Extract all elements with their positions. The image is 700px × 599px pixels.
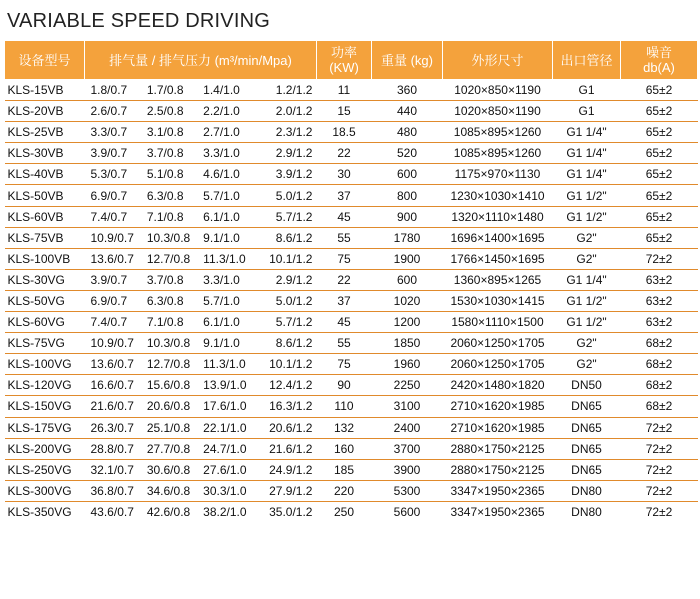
cell-model: KLS-250VG (5, 459, 85, 480)
cell-noise: 72±2 (621, 459, 698, 480)
cell-flow-08: 10.3/0.8 (146, 336, 191, 351)
cell-flow-10: 5.7/1.0 (203, 188, 240, 203)
cell-flow-08: 20.6/0.8 (146, 399, 191, 414)
table-row (5, 248, 698, 269)
cell-weight: 1900 (372, 248, 443, 269)
cell-flow-10: 11.3/1.0 (203, 357, 246, 372)
cell-dimensions: 2880×1750×2125 (443, 459, 553, 480)
cell-flow-12: 35.0/1.2 (269, 504, 313, 519)
cell-flow-08: 27.7/0.8 (146, 441, 191, 456)
cell-model: KLS-20VB (5, 101, 85, 122)
cell-weight: 3900 (372, 459, 443, 480)
cell-power: 22 (317, 143, 372, 164)
cell-model: KLS-75VG (5, 333, 85, 354)
cell-flow (85, 438, 317, 459)
cell-flow-08: 7.1/0.8 (146, 209, 184, 224)
cell-power: 15 (317, 101, 372, 122)
cell-dimensions: 2420×1480×1820 (443, 375, 553, 396)
cell-noise: 68±2 (621, 396, 698, 417)
cell-flow-10: 2.2/1.0 (203, 104, 240, 119)
cell-noise: 63±2 (621, 290, 698, 311)
cell-outlet: G2" (553, 227, 621, 248)
cell-flow (85, 164, 317, 185)
cell-flow-10: 17.6/1.0 (203, 399, 247, 414)
cell-flow-08: 30.6/0.8 (146, 462, 191, 477)
header-model: 设备型号 (5, 41, 85, 80)
cell-model: KLS-100VB (5, 248, 85, 269)
cell-flow-12: 2.3/1.2 (275, 125, 313, 140)
cell-flow-12: 21.6/1.2 (269, 441, 313, 456)
cell-flow-08: 15.6/0.8 (146, 378, 191, 393)
cell-noise: 72±2 (621, 438, 698, 459)
cell-dimensions: 3347×1950×2365 (443, 501, 553, 522)
cell-dimensions: 1766×1450×1695 (443, 248, 553, 269)
cell-noise: 68±2 (621, 354, 698, 375)
table-row (5, 290, 698, 311)
cell-flow (85, 269, 317, 290)
cell-power: 30 (317, 164, 372, 185)
cell-dimensions: 1085×895×1260 (443, 122, 553, 143)
cell-flow-12: 3.9/1.2 (275, 167, 313, 182)
cell-flow (85, 185, 317, 206)
cell-flow-07: 5.3/0.7 (90, 167, 128, 182)
cell-outlet: DN65 (553, 459, 621, 480)
cell-dimensions: 1230×1030×1410 (443, 185, 553, 206)
cell-weight: 440 (372, 101, 443, 122)
cell-flow-10: 6.1/1.0 (203, 209, 240, 224)
cell-flow (85, 227, 317, 248)
cell-noise: 63±2 (621, 269, 698, 290)
table-row (5, 312, 698, 333)
cell-flow (85, 501, 317, 522)
cell-outlet: G2" (553, 333, 621, 354)
cell-noise: 65±2 (621, 227, 698, 248)
cell-weight: 600 (372, 269, 443, 290)
cell-model: KLS-75VB (5, 227, 85, 248)
cell-weight: 1200 (372, 312, 443, 333)
cell-power: 45 (317, 312, 372, 333)
cell-flow-07: 3.9/0.7 (90, 272, 128, 287)
cell-flow (85, 354, 317, 375)
cell-flow-07: 6.9/0.7 (90, 188, 128, 203)
cell-flow-12: 10.1/1.2 (269, 251, 313, 266)
cell-flow-08: 10.3/0.8 (146, 230, 191, 245)
cell-noise: 72±2 (621, 248, 698, 269)
cell-outlet: DN65 (553, 396, 621, 417)
cell-weight: 520 (372, 143, 443, 164)
cell-outlet: DN80 (553, 480, 621, 501)
cell-noise: 65±2 (621, 80, 698, 101)
cell-model: KLS-100VG (5, 354, 85, 375)
cell-outlet: G1 (553, 101, 621, 122)
cell-flow (85, 312, 317, 333)
cell-outlet: G2" (553, 354, 621, 375)
table-row (5, 164, 698, 185)
cell-model: KLS-60VG (5, 312, 85, 333)
cell-weight: 800 (372, 185, 443, 206)
cell-dimensions: 1696×1400×1695 (443, 227, 553, 248)
cell-flow-08: 12.7/0.8 (146, 357, 191, 372)
cell-flow-12: 2.0/1.2 (275, 104, 313, 119)
cell-dimensions: 2880×1750×2125 (443, 438, 553, 459)
cell-flow-08: 6.3/0.8 (146, 188, 184, 203)
cell-flow-07: 28.8/0.7 (90, 441, 134, 456)
table-row (5, 80, 698, 101)
cell-noise: 65±2 (621, 122, 698, 143)
header-dimensions: 外形尺寸 (443, 41, 553, 80)
table-row (5, 417, 698, 438)
cell-dimensions: 2060×1250×1705 (443, 354, 553, 375)
cell-power: 110 (317, 396, 372, 417)
cell-flow-12: 5.0/1.2 (275, 188, 313, 203)
cell-flow-12: 5.7/1.2 (275, 315, 313, 330)
cell-flow-12: 5.7/1.2 (275, 209, 313, 224)
cell-flow-12: 8.6/1.2 (275, 230, 313, 245)
cell-weight: 1020 (372, 290, 443, 311)
cell-flow-08: 42.6/0.8 (146, 504, 191, 519)
cell-outlet: DN65 (553, 438, 621, 459)
cell-model: KLS-30VB (5, 143, 85, 164)
cell-flow (85, 122, 317, 143)
cell-outlet: G1 1/4" (553, 143, 621, 164)
cell-flow-08: 3.7/0.8 (146, 272, 184, 287)
cell-dimensions: 1320×1110×1480 (443, 206, 553, 227)
table-body (5, 80, 698, 522)
cell-flow-10: 5.7/1.0 (203, 293, 240, 308)
cell-power: 55 (317, 333, 372, 354)
cell-noise: 72±2 (621, 480, 698, 501)
cell-weight: 480 (372, 122, 443, 143)
cell-noise: 65±2 (621, 185, 698, 206)
cell-power: 37 (317, 185, 372, 206)
table-row (5, 459, 698, 480)
header-flow: 排气量 / 排气压力 (m³/min/Mpa) (85, 41, 317, 80)
cell-power: 132 (317, 417, 372, 438)
cell-flow-07: 43.6/0.7 (90, 504, 134, 519)
cell-model: KLS-350VG (5, 501, 85, 522)
cell-model: KLS-120VG (5, 375, 85, 396)
cell-model: KLS-300VG (5, 480, 85, 501)
cell-power: 250 (317, 501, 372, 522)
header-noise-unit: db(A) (643, 60, 675, 75)
spec-table (4, 41, 698, 522)
cell-flow-10: 11.3/1.0 (203, 251, 246, 266)
page-title: VARIABLE SPEED DRIVING (7, 10, 270, 32)
cell-flow-10: 22.1/1.0 (203, 420, 247, 435)
cell-flow-10: 4.6/1.0 (203, 167, 240, 182)
cell-flow-07: 3.9/0.7 (90, 146, 128, 161)
table-row (5, 354, 698, 375)
cell-power: 75 (317, 354, 372, 375)
cell-dimensions: 1020×850×1190 (443, 101, 553, 122)
cell-flow-12: 10.1/1.2 (269, 357, 313, 372)
table-row (5, 480, 698, 501)
cell-power: 22 (317, 269, 372, 290)
table-row (5, 101, 698, 122)
cell-flow (85, 248, 317, 269)
cell-flow-07: 26.3/0.7 (90, 420, 134, 435)
table-row (5, 396, 698, 417)
cell-flow (85, 80, 317, 101)
cell-flow-07: 36.8/0.7 (90, 483, 134, 498)
cell-weight: 1850 (372, 333, 443, 354)
cell-noise: 72±2 (621, 417, 698, 438)
cell-power: 90 (317, 375, 372, 396)
header-noise-label: 噪音 (645, 45, 672, 60)
cell-model: KLS-25VB (5, 122, 85, 143)
header-weight: 重量 (kg) (372, 41, 443, 80)
cell-flow-07: 3.3/0.7 (90, 125, 128, 140)
cell-flow-12: 2.9/1.2 (275, 272, 313, 287)
cell-dimensions: 3347×1950×2365 (443, 480, 553, 501)
cell-weight: 1960 (372, 354, 443, 375)
cell-dimensions: 1360×895×1265 (443, 269, 553, 290)
cell-weight: 3700 (372, 438, 443, 459)
table-row (5, 269, 698, 290)
cell-outlet: G1 1/2" (553, 206, 621, 227)
cell-power: 185 (317, 459, 372, 480)
cell-flow-07: 7.4/0.7 (90, 315, 128, 330)
table-row (5, 122, 698, 143)
cell-flow-08: 34.6/0.8 (146, 483, 191, 498)
cell-outlet: DN65 (553, 417, 621, 438)
header-row (5, 41, 698, 80)
header-noise (621, 41, 698, 80)
cell-flow-07: 6.9/0.7 (90, 293, 128, 308)
cell-flow (85, 417, 317, 438)
cell-dimensions: 2710×1620×1985 (443, 396, 553, 417)
cell-outlet: G1 1/2" (553, 185, 621, 206)
cell-flow (85, 206, 317, 227)
cell-flow-10: 38.2/1.0 (203, 504, 247, 519)
table-row (5, 438, 698, 459)
cell-power: 160 (317, 438, 372, 459)
cell-flow-10: 3.3/1.0 (203, 146, 240, 161)
cell-noise: 68±2 (621, 375, 698, 396)
cell-flow-07: 10.9/0.7 (90, 336, 134, 351)
cell-power: 75 (317, 248, 372, 269)
cell-flow (85, 290, 317, 311)
table-row (5, 206, 698, 227)
cell-outlet: DN50 (553, 375, 621, 396)
cell-flow-07: 7.4/0.7 (90, 209, 128, 224)
cell-flow-12: 27.9/1.2 (269, 483, 313, 498)
cell-model: KLS-15VB (5, 80, 85, 101)
cell-dimensions: 1530×1030×1415 (443, 290, 553, 311)
cell-outlet: G1 1/2" (553, 312, 621, 333)
cell-noise: 65±2 (621, 101, 698, 122)
cell-flow-10: 30.3/1.0 (203, 483, 247, 498)
cell-outlet: G1 1/4" (553, 269, 621, 290)
cell-flow-12: 12.4/1.2 (269, 378, 313, 393)
cell-outlet: G2" (553, 248, 621, 269)
cell-noise: 65±2 (621, 206, 698, 227)
cell-flow (85, 143, 317, 164)
cell-model: KLS-175VG (5, 417, 85, 438)
cell-flow-10: 13.9/1.0 (203, 378, 247, 393)
cell-flow-12: 20.6/1.2 (269, 420, 313, 435)
cell-weight: 360 (372, 80, 443, 101)
cell-model: KLS-150VG (5, 396, 85, 417)
cell-model: KLS-40VB (5, 164, 85, 185)
cell-outlet: G1 1/4" (553, 122, 621, 143)
cell-model: KLS-200VG (5, 438, 85, 459)
cell-flow-07: 1.8/0.7 (90, 83, 128, 98)
cell-model: KLS-50VB (5, 185, 85, 206)
cell-flow-12: 8.6/1.2 (275, 336, 313, 351)
table-row (5, 501, 698, 522)
cell-flow-07: 10.9/0.7 (90, 230, 134, 245)
cell-dimensions: 1020×850×1190 (443, 80, 553, 101)
cell-flow (85, 375, 317, 396)
cell-power: 220 (317, 480, 372, 501)
cell-flow-10: 24.7/1.0 (203, 441, 247, 456)
cell-dimensions: 1085×895×1260 (443, 143, 553, 164)
cell-flow-08: 3.7/0.8 (146, 146, 184, 161)
header-outlet: 出口管径 (553, 41, 621, 80)
cell-noise: 65±2 (621, 143, 698, 164)
cell-flow-12: 2.9/1.2 (275, 146, 313, 161)
cell-flow (85, 459, 317, 480)
cell-flow-10: 27.6/1.0 (203, 462, 247, 477)
cell-dimensions: 1175×970×1130 (443, 164, 553, 185)
cell-weight: 900 (372, 206, 443, 227)
cell-flow (85, 333, 317, 354)
cell-flow-07: 16.6/0.7 (90, 378, 134, 393)
cell-flow-08: 1.7/0.8 (146, 83, 184, 98)
cell-flow-10: 1.4/1.0 (203, 83, 240, 98)
cell-flow-12: 16.3/1.2 (269, 399, 313, 414)
cell-flow-12: 24.9/1.2 (269, 462, 313, 477)
cell-flow-08: 2.5/0.8 (146, 104, 184, 119)
cell-noise: 65±2 (621, 164, 698, 185)
cell-flow-10: 2.7/1.0 (203, 125, 240, 140)
cell-flow-08: 6.3/0.8 (146, 293, 184, 308)
cell-flow-07: 13.6/0.7 (90, 357, 134, 372)
cell-flow-07: 13.6/0.7 (90, 251, 134, 266)
cell-flow (85, 101, 317, 122)
cell-weight: 5600 (372, 501, 443, 522)
cell-flow-08: 5.1/0.8 (146, 167, 184, 182)
cell-weight: 1780 (372, 227, 443, 248)
cell-outlet: G1 1/2" (553, 290, 621, 311)
cell-flow-08: 25.1/0.8 (146, 420, 191, 435)
cell-flow-10: 9.1/1.0 (203, 230, 240, 245)
cell-power: 55 (317, 227, 372, 248)
cell-flow-12: 1.2/1.2 (275, 83, 313, 98)
cell-outlet: DN80 (553, 501, 621, 522)
cell-dimensions: 2060×1250×1705 (443, 333, 553, 354)
table-row (5, 143, 698, 164)
cell-noise: 68±2 (621, 333, 698, 354)
cell-weight: 2250 (372, 375, 443, 396)
table-row (5, 185, 698, 206)
cell-power: 18.5 (317, 122, 372, 143)
cell-power: 11 (317, 80, 372, 101)
cell-flow-10: 3.3/1.0 (203, 272, 240, 287)
cell-flow-10: 9.1/1.0 (203, 336, 240, 351)
cell-flow-08: 7.1/0.8 (146, 315, 184, 330)
cell-outlet: G1 (553, 80, 621, 101)
cell-weight: 2400 (372, 417, 443, 438)
cell-noise: 63±2 (621, 312, 698, 333)
cell-flow-07: 21.6/0.7 (90, 399, 134, 414)
cell-weight: 600 (372, 164, 443, 185)
cell-power: 45 (317, 206, 372, 227)
cell-flow-08: 3.1/0.8 (146, 125, 184, 140)
cell-flow (85, 480, 317, 501)
cell-weight: 3100 (372, 396, 443, 417)
cell-outlet: G1 1/4" (553, 164, 621, 185)
cell-flow (85, 396, 317, 417)
cell-flow-08: 12.7/0.8 (146, 251, 191, 266)
cell-flow-07: 32.1/0.7 (90, 462, 134, 477)
cell-dimensions: 1580×1110×1500 (443, 312, 553, 333)
cell-dimensions: 2710×1620×1985 (443, 417, 553, 438)
cell-flow-12: 5.0/1.2 (275, 293, 313, 308)
cell-flow-07: 2.6/0.7 (90, 104, 128, 119)
cell-model: KLS-60VB (5, 206, 85, 227)
table-row (5, 227, 698, 248)
cell-flow-10: 6.1/1.0 (203, 315, 240, 330)
cell-weight: 5300 (372, 480, 443, 501)
cell-noise: 72±2 (621, 501, 698, 522)
cell-model: KLS-50VG (5, 290, 85, 311)
table-row (5, 375, 698, 396)
cell-model: KLS-30VG (5, 269, 85, 290)
table-row (5, 333, 698, 354)
header-power: 功率 (KW) (317, 41, 372, 80)
cell-power: 37 (317, 290, 372, 311)
